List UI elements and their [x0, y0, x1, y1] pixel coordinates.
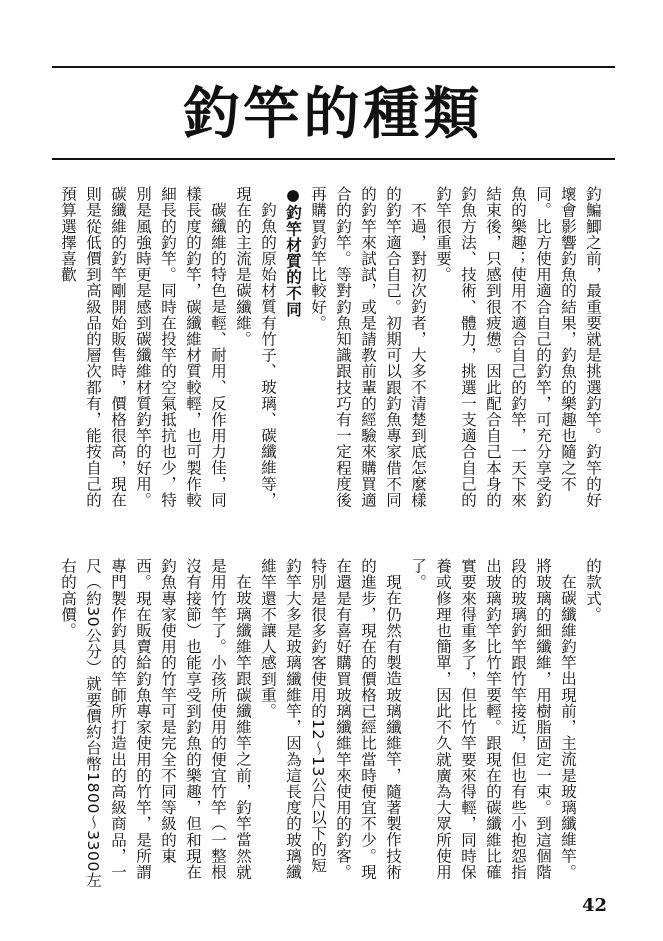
- title-bottom-rule: [52, 158, 615, 160]
- section-heading: ●釣竿材質的不同: [284, 186, 302, 318]
- lower-text-block: [50, 558, 605, 888]
- paragraph: 現在仍然有製造玻璃纖維竿，隨著製作技術的進步，現在的價格已經比當時便宜不少。現在還是有喜好購買玻璃纖維竿來使用的釣客。特別是很多釣客使用的12～13公尺以下的短釣竿大多是玻璃纖維竿，因為這長度的玻璃纖維竿還不讓人感到重。: [259, 558, 402, 880]
- paragraph: 碳纖維的特色是輕、耐用、反作用力佳，同樣長度的釣竿，碳纖維材質較輕，也可製作較細長的釣竿。同時在投竿的空氣抵抗也少，特別是風強時更是感到碳纖維材質釣竿的好用。碳纖維的釣竿剛開始販售時，價格很高，現在則是從低價到高級品的層次都有，能按自己的預算選擇喜歡: [59, 186, 227, 508]
- upper-text-block: [50, 186, 605, 522]
- paragraph: 釣魚的原始材質有竹子、玻璃、碳纖維等，現在的主流是碳纖維。: [234, 186, 277, 508]
- paragraph: 在玻璃纖維竿跟碳纖維竿之前，釣竿當然就是用竹竿了。小孩所使用的便宜竹竿（一整根沒有接節）也能享受到釣魚的樂趣，但和現在釣魚專家使用的竹竿可是完全不同等級的東西。現在販賣給釣魚專家使用的竹竿，是所謂專門製作釣具的竿師所打造出的高級商品，一尺（約30公分）就要價約台幣1800～3300左右的高價。: [59, 558, 252, 889]
- paragraph: 釣鯿鯽之前，最重要就是挑選釣竿。釣竿的好壞會影響釣魚的結果，釣魚的樂趣也隨之不同。比方使用適合自己的釣竿，可充分享受釣魚的樂趣；使用不適合自己的釣竿，一天下來結束後，只感到很疲憊。因此配合自己本身的釣魚方法、技術、體力，挑選一支適合自己的釣竿很重要。: [434, 186, 602, 508]
- paragraph: 在碳纖維釣竿出現前，主流是玻璃纖維竿。將玻璃的細纖維，用樹脂固定一束。到這個階段的玻璃釣竿跟竹竿接近，但也有些小抱怨指出玻璃釣竿比竹竿要輕。跟現在的碳纖維比確實要來得重多了，但比竹竿要來得輕，同時保養或修理也簡單，因此不久就廣為大眾所使用了。: [409, 558, 577, 880]
- page-title: 釣竿的種類: [183, 82, 484, 147]
- title-top-rule: [52, 66, 615, 68]
- paragraph-continuation: 的款式。: [584, 558, 602, 623]
- paragraph: 不過，對初次釣者，大多不清楚到底怎麼樣的釣竿適合自己。初期可以跟釣魚專家借不同的釣竿來試試，或是請教前輩的經驗來購買適合的釣竿。等對釣魚知識跟技巧有一定程度後再購買釣竿比較好。: [309, 186, 427, 508]
- page-number: 42: [581, 895, 607, 916]
